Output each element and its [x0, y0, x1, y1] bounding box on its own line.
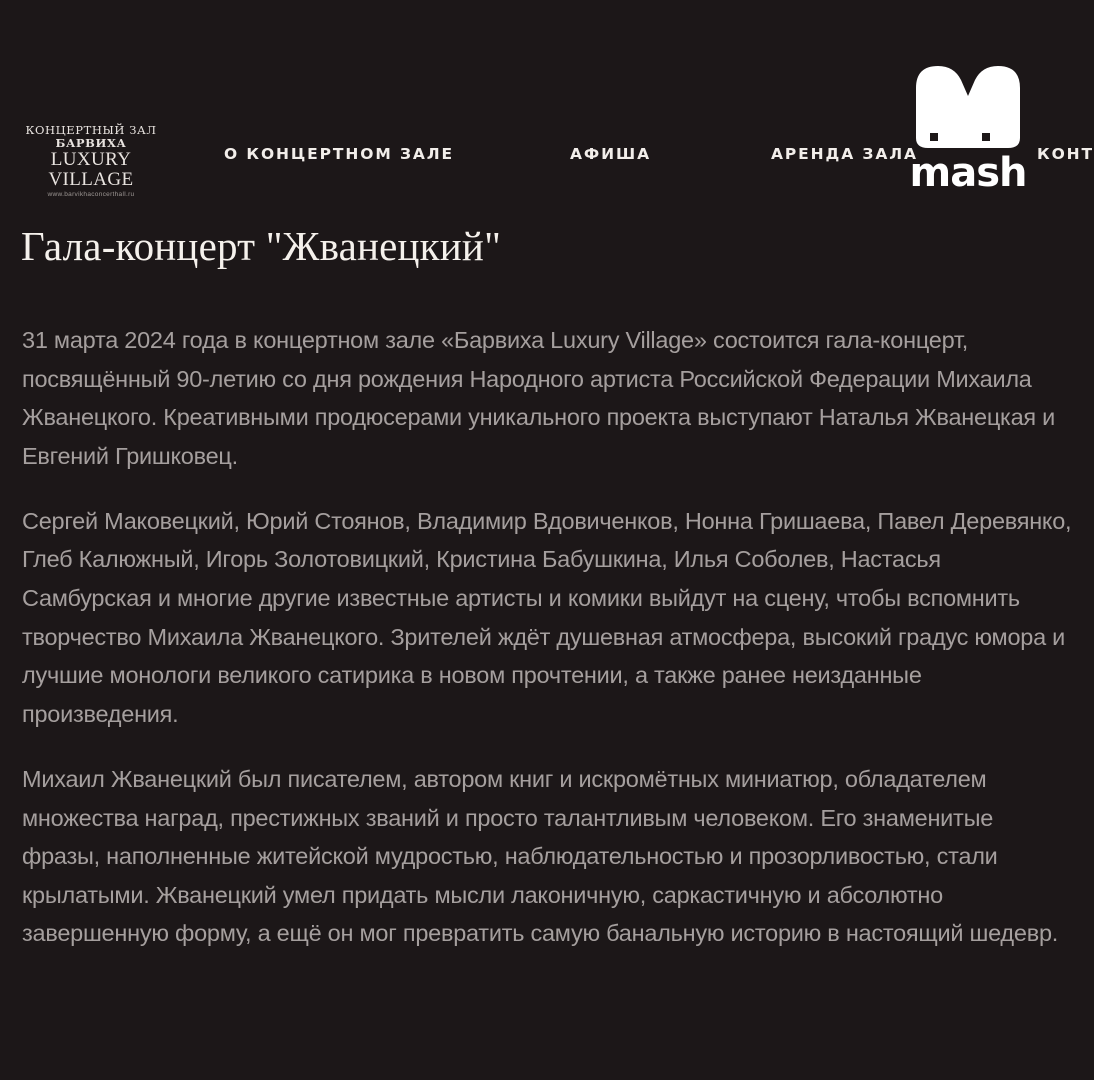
mash-watermark-text: mash — [909, 150, 1027, 196]
logo-line-barvikha: БАРВИХА — [55, 136, 127, 150]
nav-item-contacts[interactable]: КОНТ — [1037, 145, 1094, 163]
article-paragraph-1: 31 марта 2024 года в концертном зале «Барвиха Luxury Village» состоится гала-концерт, посвящённый 90-летию со дня рождения Народного артиста Российской Федерации Михаила Жванецкого. Креативными продюсерами уникального проекта выступают Наталья Жванецкая и Евгений Гришковец. — [22, 327, 1056, 469]
logo-line-luxury-village: LUXURY VILLAGE — [48, 149, 134, 190]
page-title: Гала-концерт "Жванецкий" — [21, 223, 502, 269]
nav-item-afisha[interactable]: АФИША — [570, 145, 651, 163]
venue-logo[interactable] — [16, 124, 166, 199]
mash-logo-icon — [908, 58, 1028, 196]
nav-item-about[interactable]: О КОНЦЕРТНОМ ЗАЛЕ — [224, 145, 455, 163]
article-paragraph-2: Сергей Маковецкий, Юрий Стоянов, Владимир Вдовиченков, Нонна Гришаева, Павел Деревянко, Глеб Калюжный, Игорь Золотовицкий, Кристина Бабушкина, Илья Соболев, Настасья Самбурская и многие другие известные артисты и комики выйдут на сцену, чтобы вспомнить творчество Михаила Жванецкого. Зрителей ждёт душевная атмосфера, высокий градус юмора и лучшие монологи великого сатирика в новом прочтении, а также ранее неизданные произведения. — [22, 507, 1072, 727]
logo-url: www.barvikhaconcerthall.ru — [47, 191, 135, 198]
article-paragraph-3: Михаил Жванецкий был писателем, автором книг и искромётных миниатюр, обладателем множества наград, престижных званий и просто талантливым человеком. Его знаменитые фразы, наполненные житейской мудростью, наблюдательностью и прозорливостью, стали крылатыми. Жванецкий умел придать мысли лаконичную, саркастичную и абсолютно завершенную форму, а ещё он мог превратить самую банальную историю в настоящий шедевр. — [22, 765, 1059, 947]
nav-item-rent[interactable]: АРЕНДА ЗАЛА — [771, 145, 918, 163]
article-body — [22, 321, 1074, 979]
logo-line-concert-hall: КОНЦЕРТНЫЙ ЗАЛ — [25, 123, 157, 137]
